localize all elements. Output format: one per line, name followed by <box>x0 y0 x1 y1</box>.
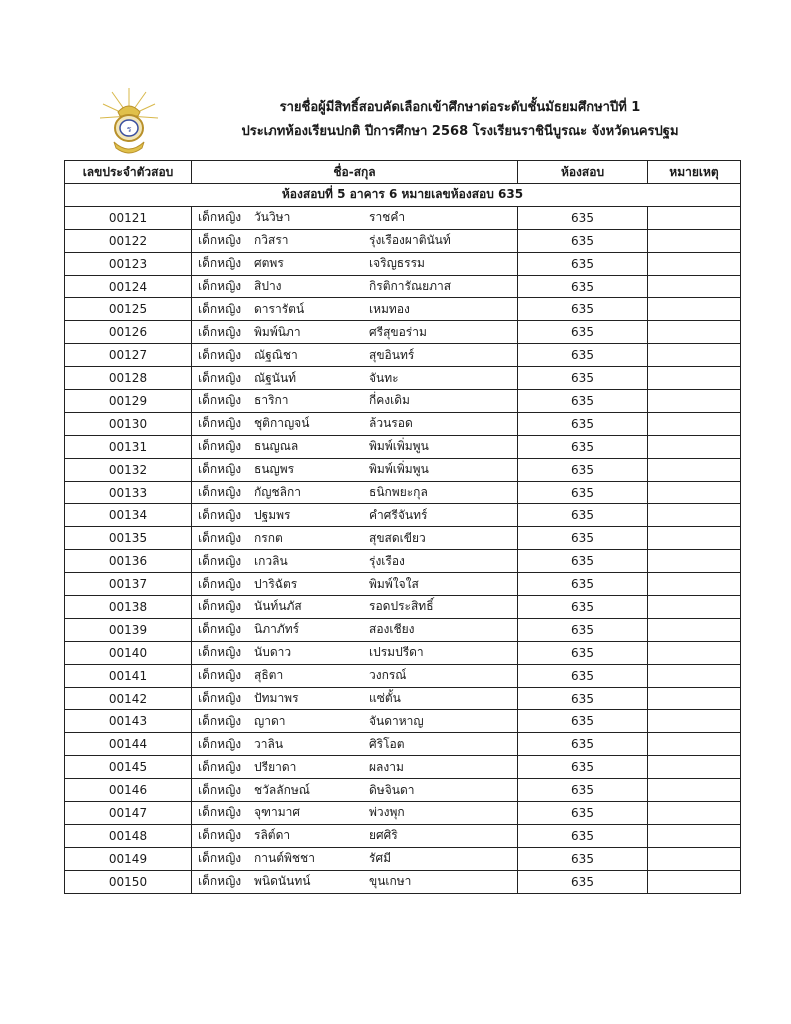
first-name: ญาดา <box>254 713 286 728</box>
exam-id-cell: 00129 <box>65 390 192 413</box>
name-prefix: เด็กหญิง <box>198 851 242 866</box>
remark-cell <box>648 435 741 458</box>
room-cell: 635 <box>518 504 648 527</box>
name-prefix: เด็กหญิง <box>198 279 242 293</box>
remark-cell <box>648 367 741 390</box>
room-cell: 635 <box>518 321 648 344</box>
last-name: ยศศิริ <box>369 828 398 843</box>
exam-id-cell: 00127 <box>65 344 192 367</box>
first-name: วาลิน <box>254 736 284 751</box>
name-cell <box>192 733 518 756</box>
remark-cell <box>648 527 741 550</box>
room-cell: 635 <box>518 390 648 413</box>
first-name: กัญชลิกา <box>254 485 301 500</box>
table-row <box>65 733 741 756</box>
remark-cell <box>648 412 741 435</box>
room-cell: 635 <box>518 412 648 435</box>
exam-id-cell: 00123 <box>65 252 192 275</box>
exam-id-cell: 00138 <box>65 596 192 619</box>
remark-cell <box>648 847 741 870</box>
table-row <box>65 458 741 481</box>
room-cell: 635 <box>518 870 648 893</box>
exam-id-cell: 00142 <box>65 687 192 710</box>
table-row <box>65 321 741 344</box>
room-cell: 635 <box>518 481 648 504</box>
name-prefix: เด็กหญิง <box>198 210 242 225</box>
first-name: กวิสรา <box>254 233 289 248</box>
exam-id-cell: 00144 <box>65 733 192 756</box>
last-name: รุ่งเรืองผาตินันท์ <box>369 233 451 248</box>
remark-cell <box>648 802 741 825</box>
remark-cell <box>648 870 741 893</box>
last-name: จันทะ <box>369 370 399 385</box>
last-name: พ่วงพุก <box>369 805 405 820</box>
room-cell: 635 <box>518 664 648 687</box>
exam-id-cell: 00132 <box>65 458 192 481</box>
name-prefix: เด็กหญิง <box>198 691 242 706</box>
remark-cell <box>648 779 741 802</box>
remark-cell <box>648 206 741 229</box>
room-cell: 635 <box>518 573 648 596</box>
remark-cell <box>648 458 741 481</box>
name-prefix: เด็กหญิง <box>198 782 242 797</box>
table-row <box>65 412 741 435</box>
exam-id-cell: 00131 <box>65 435 192 458</box>
name-prefix: เด็กหญิง <box>198 485 242 500</box>
first-name: ปฐมพร <box>254 507 291 522</box>
name-cell <box>192 504 518 527</box>
table-row <box>65 596 741 619</box>
last-name: กิรติการัณยภาส <box>369 279 452 293</box>
last-name: ศรีสุขอร่าม <box>369 324 427 339</box>
table-row <box>65 847 741 870</box>
room-cell: 635 <box>518 779 648 802</box>
first-name: รลิต์ดา <box>254 828 291 843</box>
remark-cell <box>648 229 741 252</box>
name-cell <box>192 275 518 298</box>
last-name: ธนิกพยะกุล <box>369 485 428 500</box>
table-row <box>65 802 741 825</box>
table-row <box>65 504 741 527</box>
last-name: แซ่ตั้น <box>369 691 401 706</box>
last-name: จันดาหาญ <box>369 713 424 728</box>
last-name: รุ่งเรือง <box>369 553 405 568</box>
name-cell <box>192 596 518 619</box>
name-prefix: เด็กหญิง <box>198 530 242 545</box>
first-name: ธนญพร <box>254 462 295 477</box>
table-row <box>65 573 741 596</box>
remark-cell <box>648 710 741 733</box>
remark-cell <box>648 573 741 596</box>
first-name: พนิดนันทน์ <box>254 874 311 889</box>
room-cell: 635 <box>518 756 648 779</box>
remark-cell <box>648 504 741 527</box>
exam-id-cell: 00143 <box>65 710 192 733</box>
room-subheader: ห้องสอบที่ 5 อาคาร 6 หมายเลขห้องสอบ 635 <box>65 184 741 207</box>
first-name: นิภาภัทร์ <box>254 622 300 637</box>
last-name: เหมทอง <box>369 301 410 316</box>
name-prefix: เด็กหญิง <box>198 370 242 385</box>
name-cell <box>192 412 518 435</box>
first-name: กรกต <box>254 530 283 545</box>
name-cell <box>192 435 518 458</box>
room-cell: 635 <box>518 687 648 710</box>
exam-id-cell: 00121 <box>65 206 192 229</box>
name-cell <box>192 824 518 847</box>
remark-cell <box>648 733 741 756</box>
remark-cell <box>648 550 741 573</box>
name-prefix: เด็กหญิง <box>198 668 242 683</box>
last-name: สองเชียง <box>369 622 415 637</box>
name-prefix: เด็กหญิง <box>198 622 242 637</box>
exam-id-cell: 00149 <box>65 847 192 870</box>
last-name: ขุนเกษา <box>369 874 412 889</box>
table-row <box>65 275 741 298</box>
first-name: ปาริฉัตร <box>254 576 298 591</box>
name-prefix: เด็กหญิง <box>198 576 242 591</box>
name-cell <box>192 802 518 825</box>
exam-id-cell: 00139 <box>65 618 192 641</box>
room-cell: 635 <box>518 252 648 275</box>
name-cell <box>192 298 518 321</box>
table-row <box>65 206 741 229</box>
remark-cell <box>648 481 741 504</box>
remark-cell <box>648 641 741 664</box>
exam-id-cell: 00137 <box>65 573 192 596</box>
table-row <box>65 664 741 687</box>
exam-id-cell: 00128 <box>65 367 192 390</box>
table-row <box>65 229 741 252</box>
name-cell <box>192 573 518 596</box>
table-row <box>65 390 741 413</box>
name-cell <box>192 847 518 870</box>
name-prefix: เด็กหญิง <box>198 599 242 614</box>
column-header-room: ห้องสอบ <box>518 161 648 184</box>
name-prefix: เด็กหญิง <box>198 759 242 774</box>
room-cell: 635 <box>518 733 648 756</box>
remark-cell <box>648 824 741 847</box>
column-header-name: ชื่อ-สกุล <box>192 161 518 184</box>
table-row <box>65 481 741 504</box>
first-name: ชวัลลักษณ์ <box>254 782 310 797</box>
remark-cell <box>648 321 741 344</box>
last-name: ราชคำ <box>369 210 406 225</box>
room-cell: 635 <box>518 618 648 641</box>
name-prefix: เด็กหญิง <box>198 416 242 431</box>
room-cell: 635 <box>518 710 648 733</box>
room-cell: 635 <box>518 550 648 573</box>
name-cell <box>192 321 518 344</box>
name-prefix: เด็กหญิง <box>198 393 242 408</box>
exam-id-cell: 00146 <box>65 779 192 802</box>
table-row <box>65 779 741 802</box>
room-cell: 635 <box>518 435 648 458</box>
exam-id-cell: 00122 <box>65 229 192 252</box>
first-name: วันวิษา <box>254 210 291 225</box>
exam-id-cell: 00148 <box>65 824 192 847</box>
column-header-exam-id: เลขประจำตัวสอบ <box>65 161 192 184</box>
name-cell <box>192 229 518 252</box>
name-prefix: เด็กหญิง <box>198 553 242 568</box>
first-name: ศตพร <box>254 256 284 271</box>
name-prefix: เด็กหญิง <box>198 736 242 751</box>
remark-cell <box>648 687 741 710</box>
exam-id-cell: 00147 <box>65 802 192 825</box>
last-name: เปรมปรีดา <box>369 645 424 660</box>
first-name: นันท์นภัส <box>254 599 302 614</box>
table-row <box>65 367 741 390</box>
table-row <box>65 618 741 641</box>
exam-id-cell: 00145 <box>65 756 192 779</box>
exam-id-cell: 00150 <box>65 870 192 893</box>
first-name: จุฑามาศ <box>254 805 300 820</box>
first-name: ณัฐนันท์ <box>254 370 297 385</box>
last-name: คำศรีจันทร์ <box>369 507 428 522</box>
name-prefix: เด็กหญิง <box>198 507 242 522</box>
room-subheader-row <box>65 184 741 207</box>
last-name: พิมพ์เพิ่มพูน <box>369 439 429 454</box>
name-prefix: เด็กหญิง <box>198 645 242 660</box>
last-name: ดิษจินดา <box>369 782 415 797</box>
name-cell <box>192 367 518 390</box>
room-cell: 635 <box>518 298 648 321</box>
last-name: เจริญธรรม <box>369 256 425 271</box>
last-name: พิมพ์เพิ่มพูน <box>369 462 429 477</box>
first-name: ดารารัตน์ <box>254 301 305 316</box>
name-prefix: เด็กหญิง <box>198 874 242 889</box>
name-cell <box>192 252 518 275</box>
name-cell <box>192 390 518 413</box>
name-prefix: เด็กหญิง <box>198 713 242 728</box>
name-cell <box>192 870 518 893</box>
name-prefix: เด็กหญิง <box>198 324 242 339</box>
room-cell: 635 <box>518 344 648 367</box>
title-line-1: รายชื่อผู้มีสิทธิ์สอบคัดเลือกเข้าศึกษาต่อระดับชั้นมัธยมศึกษาปีที่ 1 <box>279 100 641 115</box>
remark-cell <box>648 756 741 779</box>
first-name: ปัทมาพร <box>254 691 299 706</box>
name-cell <box>192 206 518 229</box>
table-header-row <box>65 161 741 184</box>
remark-cell <box>648 298 741 321</box>
last-name: สุขสดเขียว <box>369 530 426 545</box>
school-crest-icon <box>100 86 158 158</box>
first-name: ธาริกา <box>254 393 289 408</box>
table-row <box>65 710 741 733</box>
remark-cell <box>648 275 741 298</box>
room-cell: 635 <box>518 275 648 298</box>
last-name: วงกรณ์ <box>369 668 407 683</box>
first-name: สุธิตา <box>254 668 284 683</box>
name-cell <box>192 618 518 641</box>
exam-id-cell: 00124 <box>65 275 192 298</box>
room-cell: 635 <box>518 206 648 229</box>
name-cell <box>192 687 518 710</box>
room-cell: 635 <box>518 847 648 870</box>
exam-id-cell: 00134 <box>65 504 192 527</box>
room-cell: 635 <box>518 824 648 847</box>
table-row <box>65 870 741 893</box>
exam-id-cell: 00125 <box>65 298 192 321</box>
candidate-table <box>64 160 741 894</box>
last-name: รัศมี <box>369 851 391 866</box>
first-name: ชุติกาญจน์ <box>254 416 310 431</box>
name-prefix: เด็กหญิง <box>198 233 242 248</box>
name-cell <box>192 710 518 733</box>
last-name: ผลงาม <box>369 759 404 774</box>
exam-id-cell: 00126 <box>65 321 192 344</box>
name-prefix: เด็กหญิง <box>198 256 242 271</box>
remark-cell <box>648 252 741 275</box>
remark-cell <box>648 344 741 367</box>
table-row <box>65 298 741 321</box>
first-name: นับดาว <box>254 645 292 660</box>
last-name: สุขอินทร์ <box>369 347 415 362</box>
name-cell <box>192 527 518 550</box>
table-row <box>65 687 741 710</box>
table-row <box>65 824 741 847</box>
table-row <box>65 756 741 779</box>
last-name: ล้วนรอด <box>369 416 413 431</box>
room-cell: 635 <box>518 229 648 252</box>
table-row <box>65 527 741 550</box>
name-cell <box>192 458 518 481</box>
table-row <box>65 344 741 367</box>
last-name: รอดประสิทธิ์ <box>369 599 434 614</box>
name-prefix: เด็กหญิง <box>198 439 242 454</box>
exam-id-cell: 00130 <box>65 412 192 435</box>
name-cell <box>192 550 518 573</box>
table-row <box>65 435 741 458</box>
first-name: ณัฐณิชา <box>254 347 298 362</box>
document-header <box>180 96 740 144</box>
remark-cell <box>648 664 741 687</box>
room-cell: 635 <box>518 641 648 664</box>
name-prefix: เด็กหญิง <box>198 301 242 316</box>
remark-cell <box>648 390 741 413</box>
name-cell <box>192 481 518 504</box>
name-prefix: เด็กหญิง <box>198 347 242 362</box>
name-prefix: เด็กหญิง <box>198 805 242 820</box>
first-name: เกวลิน <box>254 553 288 568</box>
room-cell: 635 <box>518 802 648 825</box>
table-row <box>65 641 741 664</box>
first-name: พิมพ์นิภา <box>254 324 301 339</box>
last-name: พิมพ์ใจใส <box>369 576 419 591</box>
name-cell <box>192 779 518 802</box>
title-line-2: ประเภทห้องเรียนปกติ ปีการศึกษา 2568 โรงเรียนราชินีบูรณะ จังหวัดนครปฐม <box>241 124 679 139</box>
name-cell <box>192 664 518 687</box>
first-name: กานต์พิชชา <box>254 851 315 866</box>
exam-id-cell: 00140 <box>65 641 192 664</box>
column-header-remark: หมายเหตุ <box>648 161 741 184</box>
first-name: ธนญณล <box>254 439 299 454</box>
name-prefix: เด็กหญิง <box>198 828 242 843</box>
last-name: ศิริโอต <box>369 736 405 751</box>
name-cell <box>192 344 518 367</box>
exam-id-cell: 00133 <box>65 481 192 504</box>
svg-text:ร: ร <box>126 125 132 135</box>
table-row <box>65 550 741 573</box>
first-name: สิปาง <box>254 279 282 293</box>
exam-id-cell: 00141 <box>65 664 192 687</box>
room-cell: 635 <box>518 458 648 481</box>
name-cell <box>192 756 518 779</box>
room-cell: 635 <box>518 367 648 390</box>
name-cell <box>192 641 518 664</box>
exam-id-cell: 00136 <box>65 550 192 573</box>
remark-cell <box>648 596 741 619</box>
last-name: กี่คงเดิม <box>369 393 410 408</box>
first-name: ปรียาดา <box>254 759 297 774</box>
remark-cell <box>648 618 741 641</box>
room-cell: 635 <box>518 596 648 619</box>
name-prefix: เด็กหญิง <box>198 462 242 477</box>
exam-id-cell: 00135 <box>65 527 192 550</box>
room-cell: 635 <box>518 527 648 550</box>
table-row <box>65 252 741 275</box>
